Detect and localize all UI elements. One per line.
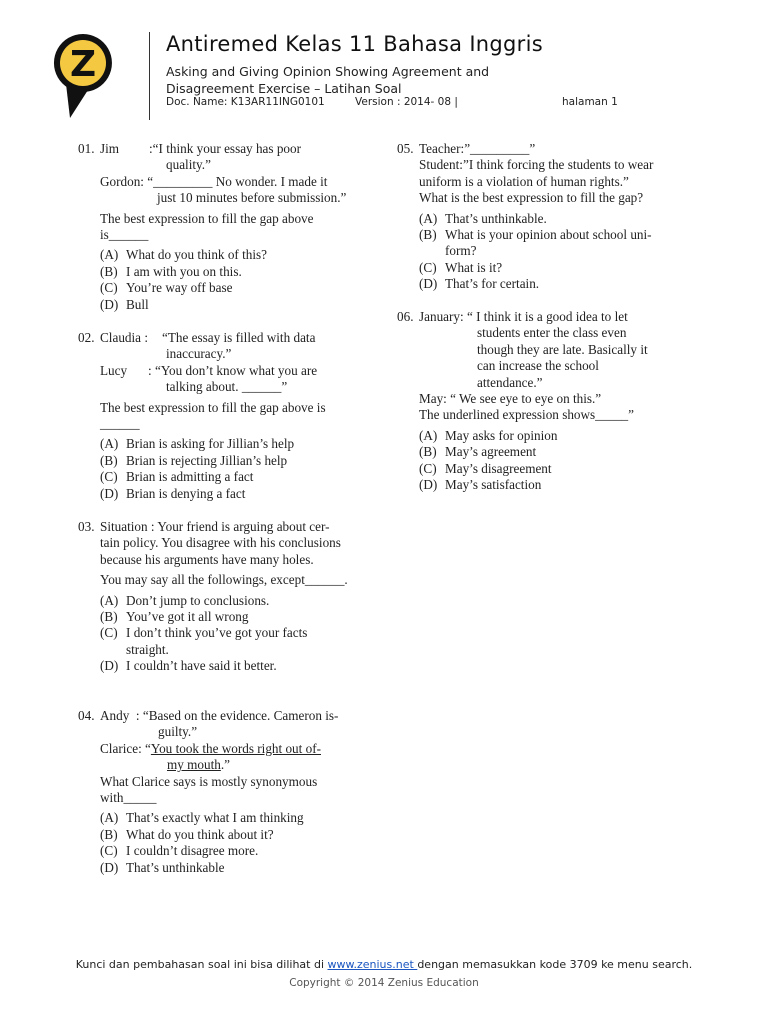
option-d[interactable] (397, 276, 697, 292)
option-letter: (C) (419, 259, 437, 275)
option-letter: (A) (100, 592, 119, 608)
option-b[interactable] (78, 827, 378, 843)
option-c[interactable] (78, 843, 378, 859)
question-stem: The best expression to fill the gap above (100, 210, 314, 226)
option-text: What is it? (445, 259, 503, 275)
page-title: Antiremed Kelas 11 Bahasa Inggris (166, 32, 543, 56)
option-text: Bull (126, 296, 149, 312)
dialogue-line: attendance.” (477, 374, 543, 390)
footer-text: Kunci dan pembahasan soal ini bisa dilihat di (75, 958, 328, 971)
option-text: Brian is asking for Jillian’s help (126, 436, 295, 452)
option-text: I couldn’t disagree more. (126, 843, 259, 859)
question-stem: ______ (100, 415, 140, 431)
option-letter: (D) (100, 658, 119, 674)
option-letter: (B) (419, 444, 437, 460)
option-letter: (A) (100, 436, 119, 452)
speaker: Lucy (100, 362, 128, 378)
option-text: I don’t think you’ve got your facts (126, 625, 308, 641)
dialogue-line: can increase the school (477, 358, 599, 374)
question-03 (78, 519, 378, 675)
option-a[interactable] (78, 436, 378, 452)
option-text: You’re way off base (126, 280, 233, 296)
option-letter: (B) (100, 826, 118, 842)
underlined-expression: You took the words right out of- (150, 740, 321, 756)
option-text: I couldn’t have said it better. (126, 658, 277, 674)
question-number: 01. (78, 141, 95, 156)
option-a[interactable] (397, 211, 697, 227)
dialogue-line: Teacher:”_________” (419, 141, 536, 156)
option-letter: (C) (100, 625, 118, 641)
speaker: Clarice: “ (100, 740, 151, 756)
option-text: That’s exactly what I am thinking (126, 810, 304, 826)
option-text: That’s unthinkable. (445, 210, 547, 226)
question-05 (397, 141, 697, 293)
dialogue-line: Student:”I think forcing the students to wear (419, 157, 654, 173)
zenius-logo (52, 32, 114, 120)
option-letter: (D) (419, 476, 438, 492)
page-number: halaman 1 (562, 96, 618, 108)
option-letter: (A) (419, 210, 438, 226)
speaker: Jim (100, 141, 120, 156)
question-04 (78, 708, 378, 876)
option-text: What do you think of this? (126, 247, 268, 263)
option-a[interactable] (78, 593, 378, 609)
speaker: Claudia : (100, 330, 148, 345)
question-06 (397, 309, 697, 493)
option-d[interactable] (78, 297, 378, 313)
dialogue-line: though they are late. Basically it (477, 341, 648, 357)
option-text-continued: form? (445, 243, 477, 259)
option-text: Brian is rejecting Jillian’s help (126, 452, 288, 468)
question-number: 04. (78, 708, 95, 723)
question-stem: The best expression to fill the gap above is (100, 399, 326, 415)
dialogue-line: : “You don’t know what you are (148, 362, 318, 378)
option-text: Don’t jump to conclusions. (126, 592, 270, 608)
option-b[interactable] (397, 227, 697, 243)
question-number: 03. (78, 519, 95, 534)
footer-note (0, 958, 768, 971)
option-text: May’s satisfaction (445, 476, 542, 492)
option-a[interactable] (78, 247, 378, 263)
question-stem: What is the best expression to fill the gap? (419, 190, 644, 206)
option-text: Brian is admitting a fact (126, 469, 254, 485)
option-b[interactable] (78, 609, 378, 625)
option-b[interactable] (78, 453, 378, 469)
subtitle-line-1: Asking and Giving Opinion Showing Agreement and (166, 64, 490, 79)
dialogue-line: Andy : “Based on the evidence. Cameron is- (100, 708, 339, 723)
option-letter: (A) (100, 247, 119, 263)
option-c[interactable] (78, 280, 378, 296)
option-b[interactable] (397, 444, 697, 460)
dialogue-line: just 10 minutes before submission.” (157, 190, 347, 206)
zenius-link[interactable]: www.zenius.net (327, 958, 418, 971)
option-text: You’ve got it all wrong (126, 608, 249, 624)
question-stem: What Clarice says is mostly synonymous (100, 773, 318, 789)
question-number: 06. (397, 309, 414, 324)
dialogue-line: :“I think your essay has poor (149, 141, 301, 156)
dialogue-line: “The essay is filled with data (162, 330, 316, 345)
option-c[interactable] (397, 461, 697, 477)
footer-text: dengan memasukkan kode 3709 ke menu search. (417, 958, 693, 971)
dialogue-line (167, 757, 230, 773)
option-letter: (D) (100, 859, 119, 875)
option-letter: (D) (419, 276, 438, 292)
option-d[interactable] (397, 477, 697, 493)
option-letter: (B) (100, 452, 118, 468)
option-text: What is your opinion about school uni- (445, 226, 652, 242)
question-stem: The underlined expression shows_____” (419, 407, 634, 423)
option-d[interactable] (78, 860, 378, 876)
situation-line: Situation : Your friend is arguing about cer- (100, 519, 330, 534)
option-text: That’s for certain. (445, 276, 540, 292)
option-letter: (A) (100, 810, 119, 826)
option-text-continued: straight. (126, 641, 169, 657)
question-number: 02. (78, 330, 95, 345)
question-number: 05. (397, 141, 414, 156)
dialogue-line: quality.” (166, 157, 211, 173)
underlined-expression: my mouth (167, 757, 221, 773)
svg-text:Z: Z (69, 44, 97, 85)
option-text: What do you think about it? (126, 826, 274, 842)
option-d[interactable] (78, 658, 378, 674)
dialogue-line: uniform is a violation of human rights.” (419, 173, 629, 189)
dialogue-line (100, 741, 321, 757)
option-letter: (C) (100, 843, 118, 859)
dialogue-line: students enter the class even (477, 325, 627, 341)
option-letter: (C) (100, 469, 118, 485)
dialogue-line: May: “ We see eye to eye on this.” (419, 390, 602, 406)
dialogue-line: January: “ I think it is a good idea to let (419, 309, 628, 324)
dialogue-line: inaccuracy.” (166, 346, 232, 362)
subtitle-line-2: Disagreement Exercise – Latihan Soal (166, 81, 402, 96)
option-letter: (D) (100, 485, 119, 501)
question-02 (78, 330, 378, 502)
option-text: May asks for opinion (445, 427, 558, 443)
situation-line: tain policy. You disagree with his conclusions (100, 535, 341, 551)
copyright: Copyright © 2014 Zenius Education (289, 977, 479, 989)
option-b[interactable] (78, 264, 378, 280)
question-stem: with_____ (100, 789, 157, 805)
option-a[interactable] (78, 810, 378, 826)
option-text: May’s agreement (445, 444, 537, 460)
option-letter: (B) (419, 226, 437, 242)
situation-line: because his arguments have many holes. (100, 551, 314, 567)
version: Version : 2014- 08 | (355, 96, 458, 108)
option-c[interactable] (78, 469, 378, 485)
option-letter: (D) (100, 296, 119, 312)
option-text: Brian is denying a fact (126, 485, 246, 501)
option-c[interactable] (397, 260, 697, 276)
question-stem: is______ (100, 226, 149, 242)
option-text: That’s unthinkable (126, 859, 225, 875)
option-letter: (C) (100, 280, 118, 296)
option-letter: (C) (419, 460, 437, 476)
header-divider (149, 32, 150, 120)
option-text: May’s disagreement (445, 460, 552, 476)
dialogue-line: Gordon: “_________ No wonder. I made it (100, 173, 328, 189)
option-letter: (B) (100, 263, 118, 279)
option-c[interactable] (78, 625, 378, 641)
doc-name: Doc. Name: K13AR11ING0101 (166, 96, 325, 108)
closing-quote: .” (220, 757, 231, 773)
option-a[interactable] (397, 428, 697, 444)
dialogue-line: guilty.” (158, 724, 198, 740)
dialogue-line: talking about. ______” (166, 379, 288, 395)
question-stem: You may say all the followings, except______. (100, 572, 348, 588)
option-text: I am with you on this. (126, 263, 242, 279)
question-01 (78, 141, 378, 313)
option-d[interactable] (78, 486, 378, 502)
option-letter: (B) (100, 608, 118, 624)
option-letter: (A) (419, 427, 438, 443)
